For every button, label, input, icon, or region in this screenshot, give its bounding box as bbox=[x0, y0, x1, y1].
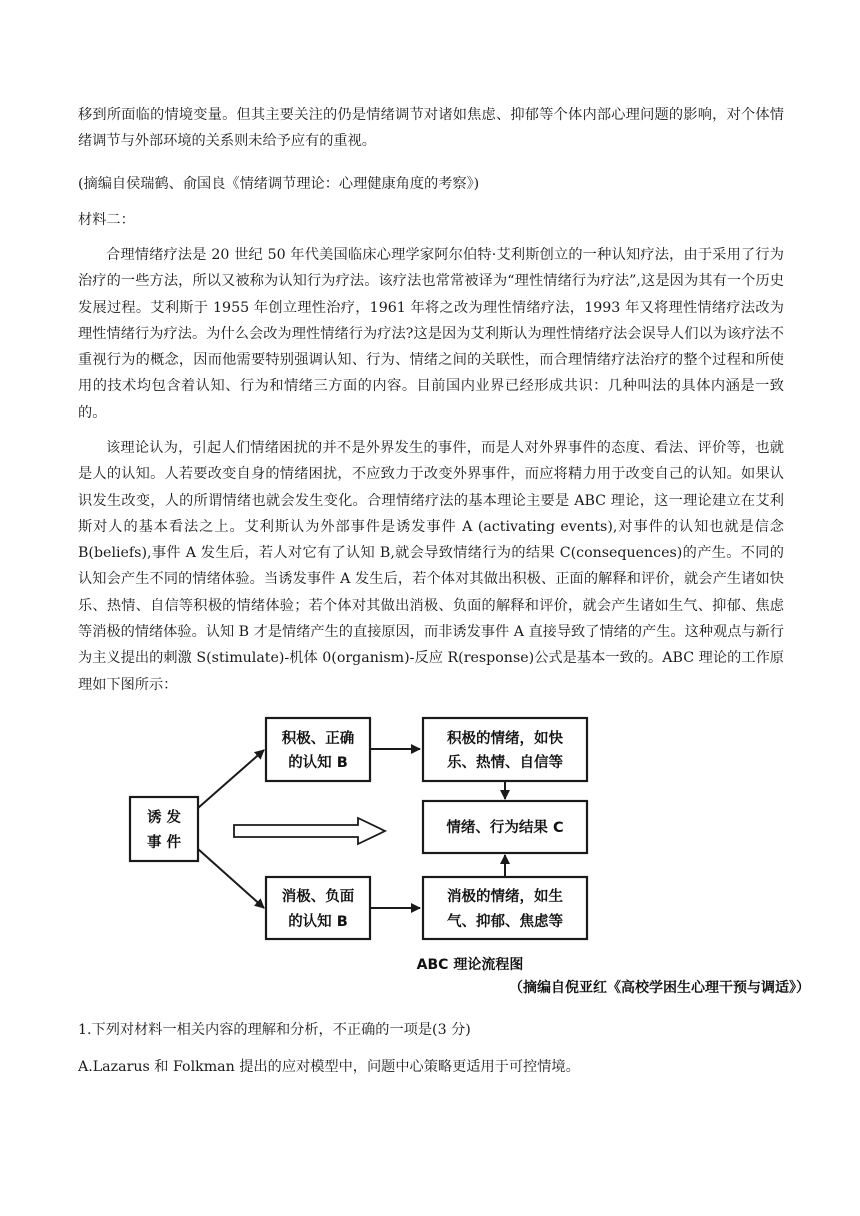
diagram-source: （摘编自倪亚红《高校学困生心理干预与调适》） bbox=[509, 980, 810, 996]
positive-emotion-label-1: 积极的情绪，如快 bbox=[447, 731, 563, 747]
arrow-event-to-positive bbox=[198, 750, 264, 808]
negative-cognition-label-1: 消极、负面 bbox=[281, 889, 355, 905]
diagram-caption: ABC 理论流程图 bbox=[416, 957, 524, 973]
arrow-event-to-negative bbox=[198, 849, 264, 908]
question-1: 1.下列对材料一相关内容的理解和分析，不正确的一项是(3 分) bbox=[78, 1022, 471, 1038]
paragraph-material2-2: 该理论认为，引起人们情绪困扰的并不是外界发生的事件，而是人对外界事件的态度、看法、评价等，也就是人的认知。人若要改变自身的情绪困扰，不应致力于改变外界事件，而应将精力用于改变自己的认知。如果认识发生改变，人的所谓情绪也就会发生变化。合理情绪疗法的基本理论主要是 ABC 理论，这一理论建立在艾利斯对人的基本看法之上。艾利斯认为外部事件是诱发事件 A (activating events),对事件的认知也就是信念 B(beliefs),事件 A 发生后，若人对它有了认知 B,就会导致情绪行为的结果 C(consequences)的产生。不同的认知会产生不同的情绪体验。当诱发事件 A 发生后，若个体对其做出积极、正面的解释和评价，就会产生诸如快乐、热情、自信等积极的情绪体验；若个体对其做出消极、负面的解释和评价，就会产生诸如生气、抑郁、焦虑等消极的情绪体验。认知 B 才是情绪产生的直接原因，而非诱发事件 A 直接导致了情绪的产生。这种观点与新行为主义提出的刺激 S(stimulate)-机体 0(organism)-反应 R(response)公式是基本一致的。ABC 理论的工作原理如下图所示： bbox=[78, 440, 784, 693]
material2-heading: 材料二： bbox=[78, 212, 135, 228]
paragraph-material2-1: 合理情绪疗法是 20 世纪 50 年代美国临床心理学家阿尔伯特·艾利斯创立的一种认知疗法，由于采用了行为治疗的一些方法，所以又被称为认知行为疗法。该疗法也常常被译为“理性情绪行为疗法”,这是因为其有一个历史发展过程。艾利斯于 1955 年创立理性治疗，1961 年将之改为理性情绪疗法，1993 年又将理性情绪疗法改为理性情绪行为疗法。为什么会改为理性情绪行为疗法?这是因为艾利斯认为理性情绪疗法会误导人们以为该疗法不重视行为的概念，因而他需要特别强调认知、行为、情绪之间的关联性，而合理情绪疗法治疗的整个过程和所使用的技术均包含着认知、行为和情绪三方面的内容。目前国内业界已经形成共识：几种叫法的具体内涵是一致的。 bbox=[78, 247, 784, 421]
paragraph-material1-end: 移到所面临的情境变量。但其主要关注的仍是情绪调节对诸如焦虑、抑郁等个体内部心理问题的影响，对个体情绪调节与外部环境的关系则未给予应有的重视。 bbox=[78, 107, 784, 150]
source-citation-1: (摘编自侯瑞鹤、俞国良《情绪调节理论：心理健康角度的考察》) bbox=[78, 176, 480, 192]
positive-cognition-label-1: 积极、正确 bbox=[281, 731, 355, 747]
trigger-event-label-1: 诱 发 bbox=[146, 810, 182, 826]
result-c-label: 情绪、行为结果 C bbox=[446, 820, 564, 836]
positive-cognition-box bbox=[266, 718, 370, 781]
negative-emotion-label-1: 消极的情绪，如生 bbox=[447, 889, 563, 905]
option-a: A.Lazarus 和 Folkman 提出的应对模型中，问题中心策略更适用于可控情境。 bbox=[78, 1059, 580, 1075]
negative-emotion-label-2: 气、抑郁、焦虑等 bbox=[447, 914, 563, 930]
positive-emotion-label-2: 乐、热情、自信等 bbox=[447, 755, 563, 771]
trigger-event-box bbox=[130, 797, 198, 861]
abc-flow-diagram bbox=[120, 705, 820, 1005]
positive-cognition-label-2: 的认知 B bbox=[288, 755, 348, 771]
positive-emotion-box bbox=[423, 718, 587, 781]
negative-cognition-label-2: 的认知 B bbox=[288, 914, 348, 930]
trigger-event-label-2: 事 件 bbox=[146, 835, 182, 851]
hollow-arrow-event-to-result bbox=[234, 818, 385, 844]
